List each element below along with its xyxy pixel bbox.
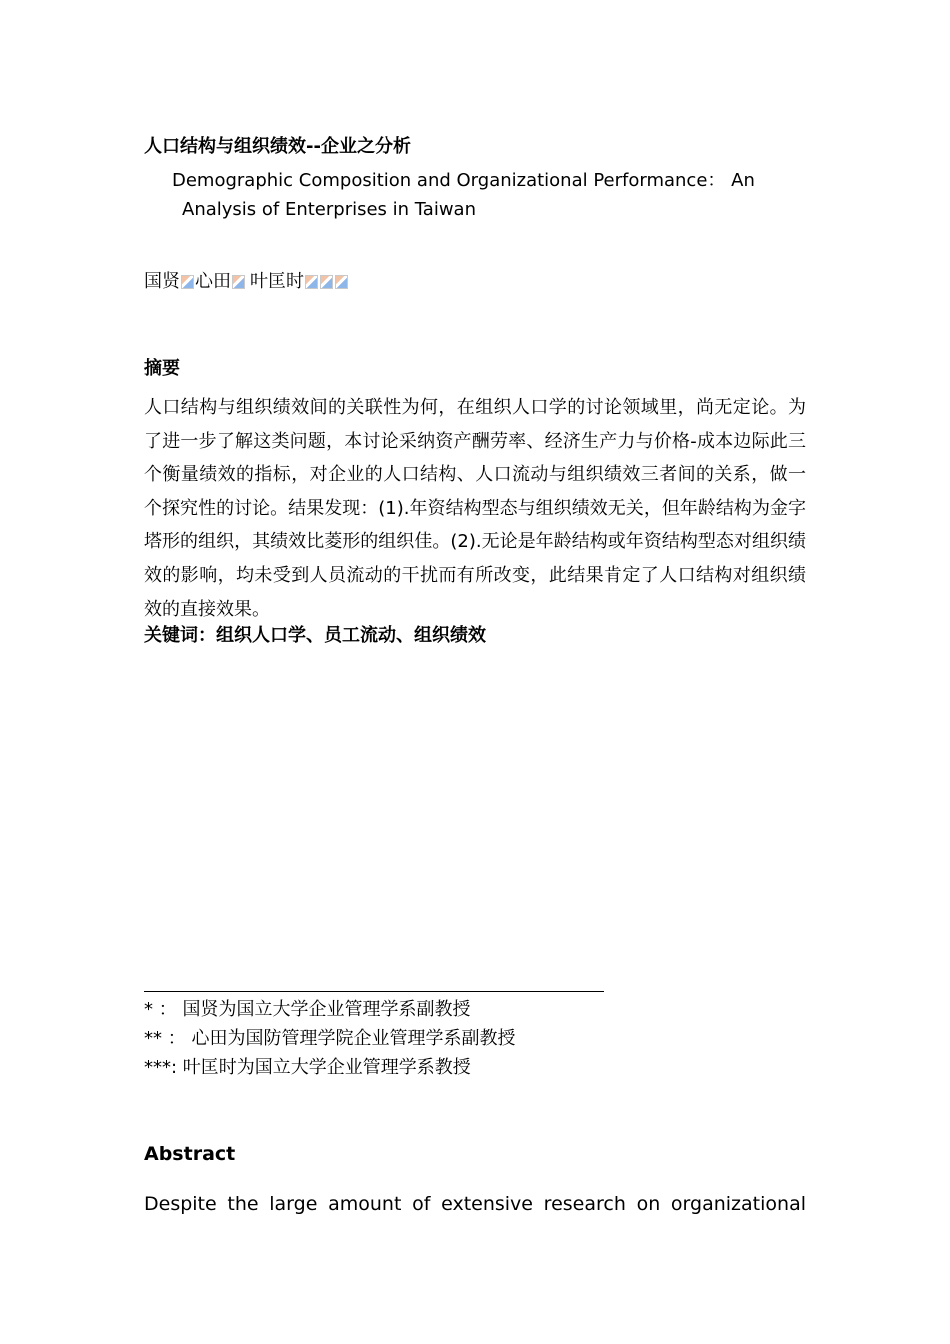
missing-glyph-icon [232, 275, 245, 289]
missing-glyph-icon [181, 275, 194, 289]
abstract-chinese-heading: 摘要 [144, 358, 180, 379]
footnote-3 [144, 1053, 806, 1082]
footnote-1-text: 国贤为国立大学企业管理学系副教授 [176, 999, 471, 1020]
footnote-2-text: 心田为国防管理学院企业管理学系副教授 [185, 1028, 516, 1049]
author-3-name: 叶匡时 [250, 271, 304, 292]
paper-title-english-line2: Analysis of Enterprises in Taiwan [182, 199, 476, 220]
missing-glyph-icon [335, 275, 348, 289]
missing-glyph-icon [305, 275, 318, 289]
missing-glyph-icon [320, 275, 333, 289]
footnote-divider [144, 991, 604, 992]
paper-title-chinese: 人口结构与组织绩效--企业之分析 [144, 136, 411, 157]
keywords-line: 关键词：组织人口学、员工流动、组织绩效 [144, 625, 486, 646]
author-line [144, 268, 806, 296]
paper-title-english [172, 166, 806, 224]
footnotes [144, 995, 806, 1082]
abstract-chinese-body: 人口结构与组织绩效间的关联性为何，在组织人口学的讨论领域里，尚无定论。为了进一步了解这类问题，本讨论采纳资产酬劳率、经济生产力与价格-成本边际此三个衡量绩效的指标，对企业的人口结构、人口流动与组织绩效三者间的关系，做一个探究性的讨论。结果发现：(1).年资结构型态与组织绩效无关，但年龄结构为金字塔形的组织，其绩效比菱形的组织佳。(2).无论是年龄结构或年资结构型态对组织绩效的影响，均未受到人员流动的干扰而有所改变，此结果肯定了人口结构对组织绩效的直接效果。 [144, 397, 806, 620]
abstract-english-heading: Abstract [144, 1143, 236, 1165]
paper-title-english-line1: Demographic Composition and Organizational Performance： An [172, 170, 755, 191]
footnote-1-symbol: * ： [144, 999, 177, 1020]
author-1-name: 国贤 [144, 271, 180, 292]
footnote-3-text: 叶匡时为国立大学企业管理学系教授 [177, 1057, 471, 1078]
abstract-english-body: Despite the large amount of extensive research on organizational [144, 1193, 806, 1215]
author-2-name: 心田 [195, 271, 231, 292]
footnote-2 [144, 1024, 806, 1053]
footnote-2-symbol: ** ： [144, 1028, 186, 1049]
footnote-1 [144, 995, 806, 1024]
footnote-3-symbol: ***: [144, 1057, 178, 1078]
